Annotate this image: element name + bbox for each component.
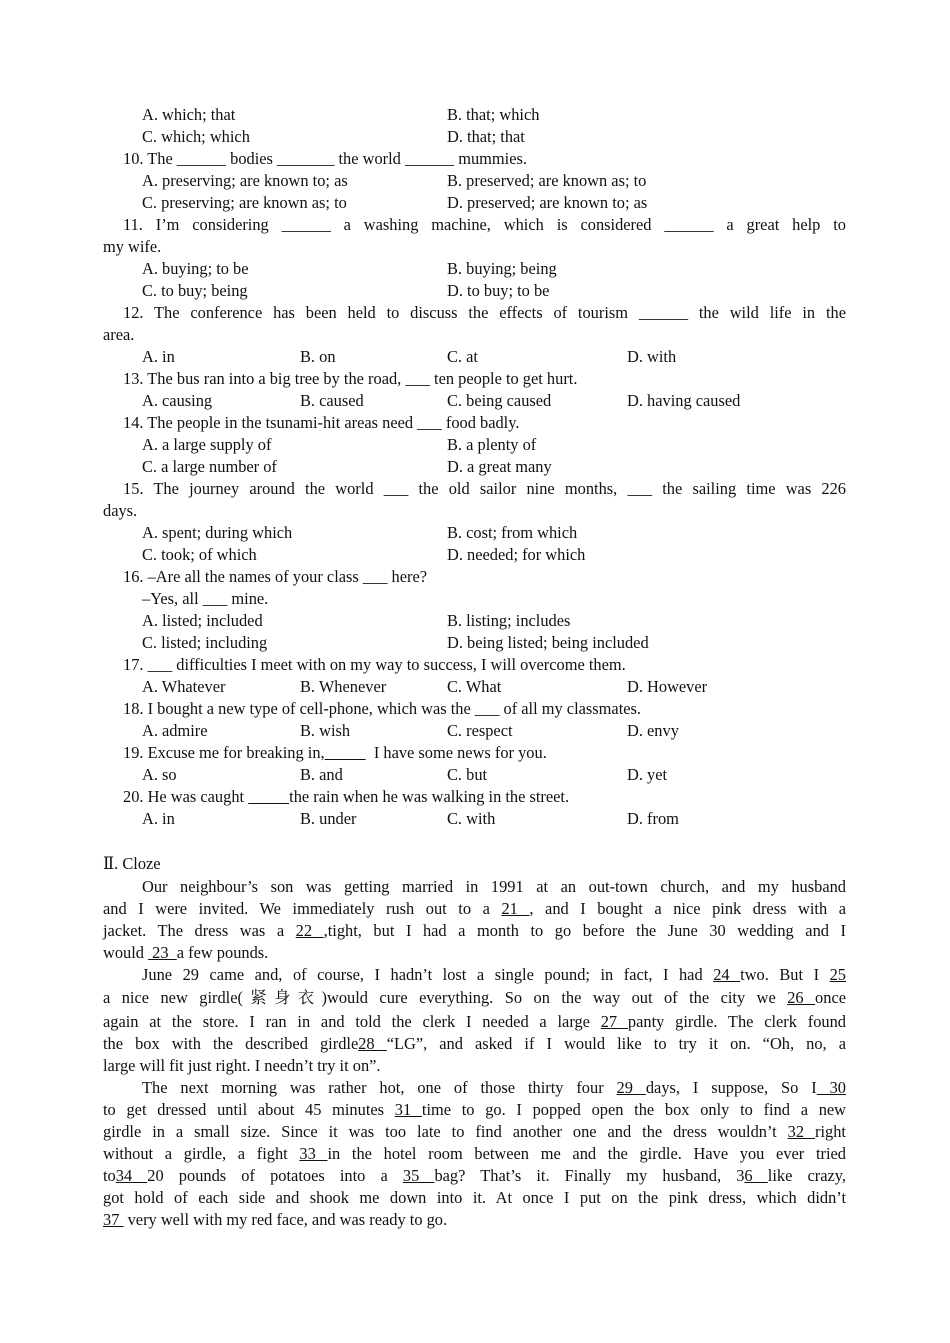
q19-option-d: D. yet bbox=[627, 765, 668, 784]
q14-option-d: D. a great many bbox=[447, 457, 552, 476]
cloze-p1-line4: would 23 a few pounds. bbox=[103, 943, 269, 962]
q20-blank bbox=[248, 787, 289, 806]
q17-option-b: B. Whenever bbox=[300, 677, 387, 696]
q12-option-b: B. on bbox=[300, 347, 336, 366]
q11-option-d: D. to buy; to be bbox=[447, 281, 550, 300]
blank-28: 28 bbox=[358, 1034, 387, 1053]
cloze-p1-line3: jacket. The dress was a 22 ,tight, but I had a month to go before the June 30 wedding and I bbox=[103, 921, 846, 940]
cloze-p3-line5: to34 20 pounds of potatoes into a 35 bag? That’s it. Finally my husband, 36 like crazy, bbox=[103, 1166, 846, 1185]
q12-option-d: D. with bbox=[627, 347, 677, 366]
q20-option-d: D. from bbox=[627, 809, 679, 828]
q18-option-b: B. wish bbox=[300, 721, 351, 740]
q12-stem: 12. The conference has been held to discuss the effects of tourism ______ the wild life in the bbox=[123, 303, 846, 322]
q19-stem: 19. Excuse me for breaking in, I have some news for you. bbox=[123, 743, 547, 762]
q19-option-a: A. so bbox=[142, 765, 177, 784]
cloze-p3-line4: without a girdle, a fight 33 in the hotel room between me and the girdle. Have you ever tried bbox=[103, 1144, 846, 1163]
cloze-p3-line2: to get dressed until about 45 minutes 31 time to go. I popped open the box only to find a new bbox=[103, 1100, 846, 1119]
q11-option-b: B. buying; being bbox=[447, 259, 557, 278]
q15-option-d: D. needed; for which bbox=[447, 545, 586, 564]
q10-option-a: A. preserving; are known to; as bbox=[142, 171, 348, 190]
q18-stem: 18. I bought a new type of cell-phone, which was the ___ of all my classmates. bbox=[123, 699, 641, 718]
q10-option-c: C. preserving; are known as; to bbox=[142, 193, 347, 212]
blank-35: 35 bbox=[402, 1166, 435, 1185]
blank-24: 24 bbox=[713, 965, 741, 984]
q20-option-c: C. with bbox=[447, 809, 496, 828]
q9-option-c: C. which; which bbox=[142, 127, 250, 146]
cloze-p3-line6: got hold of each side and shook me down into it. At once I put on the pink dress, which didn’t bbox=[103, 1188, 846, 1207]
q16-option-b: B. listing; includes bbox=[447, 611, 571, 630]
q14-option-b: B. a plenty of bbox=[447, 435, 537, 454]
q17-option-c: C. What bbox=[447, 677, 502, 696]
q14-option-c: C. a large number of bbox=[142, 457, 277, 476]
q14-option-a: A. a large supply of bbox=[142, 435, 272, 454]
cloze-p3-line3: girdle in a small size. Since it was too late to find another one and the dress wouldn’t 32 right bbox=[103, 1122, 846, 1141]
cloze-p2-line1: June 29 came and, of course, I hadn’t lost a single pound; in fact, I had 24 two. But I 25 bbox=[142, 965, 846, 984]
q12-option-c: C. at bbox=[447, 347, 478, 366]
cloze-p2-line4: the box with the described girdle28 “LG”, and asked if I would like to try it on. “Oh, no, a bbox=[103, 1034, 846, 1053]
q11-option-c: C. to buy; being bbox=[142, 281, 248, 300]
q17-option-d: D. However bbox=[627, 677, 708, 696]
cloze-p2-line3: again at the store. I ran in and told the clerk I needed a large 27 panty girdle. The clerk found bbox=[103, 1012, 846, 1031]
blank-25: 25 bbox=[829, 965, 846, 984]
q11-stem: 11. I’m considering ______ a washing machine, which is considered ______ a great help to bbox=[123, 215, 846, 234]
q12-option-a: A. in bbox=[142, 347, 175, 366]
q13-option-a: A. causing bbox=[142, 391, 213, 410]
cloze-p2-line5: large will fit just right. I needn’t try it on”. bbox=[103, 1056, 381, 1075]
blank-26: 26 bbox=[787, 988, 816, 1007]
cloze-p3-line7: 37 very well with my red face, and was ready to go. bbox=[103, 1210, 448, 1229]
q13-option-d: D. having caused bbox=[627, 391, 741, 410]
q16-stem: 16. –Are all the names of your class ___ here? bbox=[123, 567, 428, 586]
blank-30: 30 bbox=[816, 1078, 846, 1097]
blank-21: 21 bbox=[501, 899, 530, 918]
q11-stem-cont: my wife. bbox=[103, 237, 162, 256]
q10-option-b: B. preserved; are known as; to bbox=[447, 171, 647, 190]
q15-option-c: C. took; of which bbox=[142, 545, 257, 564]
q15-option-b: B. cost; from which bbox=[447, 523, 578, 542]
q19-option-c: C. but bbox=[447, 765, 488, 784]
q20-option-b: B. under bbox=[300, 809, 357, 828]
q13-stem: 13. The bus ran into a big tree by the road, ___ ten people to get hurt. bbox=[123, 369, 578, 388]
q19-blank bbox=[325, 743, 366, 762]
q20-option-a: A. in bbox=[142, 809, 175, 828]
q18-option-a: A. admire bbox=[142, 721, 208, 740]
q13-option-c: C. being caused bbox=[447, 391, 552, 410]
blank-22: 22 bbox=[295, 921, 324, 940]
q16-option-d: D. being listed; being included bbox=[447, 633, 649, 652]
q9-option-a: A. which; that bbox=[142, 105, 236, 124]
cloze-p1-line2: and I were invited. We immediately rush out to a 21 , and I bought a nice pink dress with a bbox=[103, 899, 846, 918]
blank-33: 33 bbox=[299, 1144, 328, 1163]
q10-stem: 10. The ______ bodies _______ the world ______ mummies. bbox=[123, 149, 527, 168]
blank-36: 6 bbox=[744, 1166, 768, 1185]
cloze-p3-line1: The next morning was rather hot, one of those thirty four 29 days, I suppose, So I 30 bbox=[142, 1078, 846, 1097]
blank-23: 23 bbox=[148, 943, 177, 962]
q15-stem-cont: days. bbox=[103, 501, 138, 520]
blank-34: 34 bbox=[115, 1166, 148, 1185]
q15-option-a: A. spent; during which bbox=[142, 523, 293, 542]
q9-option-b: B. that; which bbox=[447, 105, 540, 124]
q16-option-a: A. listed; included bbox=[142, 611, 263, 630]
q11-option-a: A. buying; to be bbox=[142, 259, 249, 278]
q17-stem: 17. ___ difficulties I meet with on my way to success, I will overcome them. bbox=[123, 655, 626, 674]
q19-option-b: B. and bbox=[300, 765, 343, 784]
q15-stem: 15. The journey around the world ___ the old sailor nine months, ___ the sailing time was 226 bbox=[123, 479, 846, 498]
q18-option-d: D. envy bbox=[627, 721, 679, 740]
blank-32: 32 bbox=[787, 1122, 816, 1141]
q14-stem: 14. The people in the tsunami-hit areas need ___ food badly. bbox=[123, 413, 520, 432]
blank-29: 29 bbox=[616, 1078, 646, 1097]
q10-option-d: D. preserved; are known to; as bbox=[447, 193, 648, 212]
blank-37: 37 bbox=[103, 1210, 124, 1229]
q9-option-d: D. that; that bbox=[447, 127, 525, 146]
q20-stem: 20. He was caught the rain when he was walking in the street. bbox=[123, 787, 570, 806]
q12-stem-cont: area. bbox=[103, 325, 135, 344]
blank-31: 31 bbox=[394, 1100, 422, 1119]
q17-option-a: A. Whatever bbox=[142, 677, 226, 696]
cloze-heading: Ⅱ. Cloze bbox=[103, 854, 161, 873]
q13-option-b: B. caused bbox=[300, 391, 364, 410]
cloze-p2-line2: a nice new girdle(紧身衣)would cure everything. So on the way out of the city we 26 once bbox=[103, 988, 846, 1007]
cloze-p1-line1: Our neighbour’s son was getting married in 1991 at an out-town church, and my husband bbox=[142, 877, 846, 896]
q16-option-c: C. listed; including bbox=[142, 633, 268, 652]
q18-option-c: C. respect bbox=[447, 721, 513, 740]
blank-27: 27 bbox=[600, 1012, 628, 1031]
q16-reply: –Yes, all ___ mine. bbox=[142, 589, 269, 608]
